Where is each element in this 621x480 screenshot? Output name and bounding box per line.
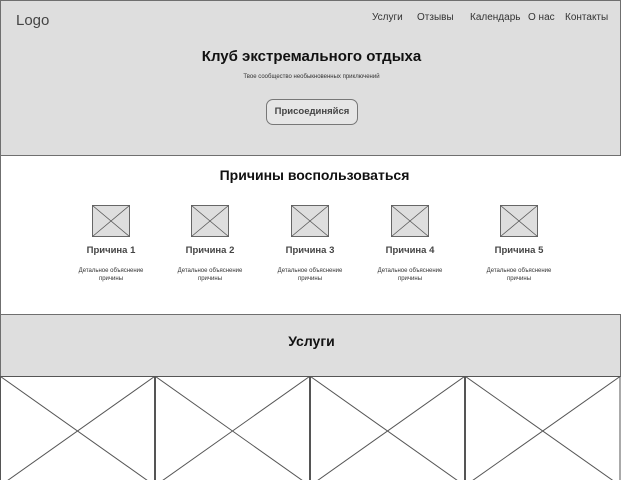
hero-section <box>0 0 621 156</box>
service-card[interactable] <box>310 376 465 480</box>
service-card[interactable] <box>155 376 310 480</box>
services-section-header <box>0 314 621 377</box>
reason-description: Детальное объяснение причины <box>277 268 343 282</box>
nav-link-contacts[interactable]: Контакты <box>565 12 609 23</box>
image-placeholder-icon <box>0 376 155 480</box>
reason-card <box>365 205 455 295</box>
nav-link-reviews[interactable]: Отзывы <box>417 12 454 23</box>
hero-title: Клуб экстремального отдыха <box>201 48 422 65</box>
reason-title: Причина 1 <box>86 245 136 256</box>
image-placeholder-icon <box>291 205 329 237</box>
reason-description: Детальное объяснение причины <box>486 268 552 282</box>
image-placeholder-icon <box>391 205 429 237</box>
reason-description: Детальное объяснение причины <box>78 268 144 282</box>
nav-link-calendar[interactable]: Календарь <box>470 12 521 23</box>
image-placeholder-icon <box>191 205 229 237</box>
image-placeholder-icon <box>465 376 621 480</box>
reasons-section <box>0 156 621 314</box>
join-button[interactable]: Присоединяйся <box>266 99 358 125</box>
reason-title: Причина 2 <box>185 245 235 256</box>
reason-card <box>66 205 156 295</box>
reason-card <box>265 205 355 295</box>
reason-card <box>165 205 255 295</box>
reasons-title: Причины воспользоваться <box>219 167 410 183</box>
hero-subtitle: Твое сообщество необыкновенных приключений <box>243 74 380 80</box>
reason-title: Причина 4 <box>385 245 435 256</box>
reason-title: Причина 5 <box>494 245 544 256</box>
logo[interactable]: Logo <box>16 12 50 29</box>
image-placeholder-icon <box>155 376 310 480</box>
reason-description: Детальное объяснение причины <box>177 268 243 282</box>
nav-link-about[interactable]: О нас <box>528 12 555 23</box>
service-card[interactable] <box>0 376 155 480</box>
services-grid <box>0 376 621 480</box>
services-title: Услуги <box>288 333 335 349</box>
nav-link-services[interactable]: Услуги <box>372 12 403 23</box>
image-placeholder-icon <box>500 205 538 237</box>
reason-description: Детальное объяснение причины <box>377 268 443 282</box>
reason-card <box>474 205 564 295</box>
image-placeholder-icon <box>310 376 465 480</box>
service-card[interactable] <box>465 376 621 480</box>
image-placeholder-icon <box>92 205 130 237</box>
reason-title: Причина 3 <box>285 245 335 256</box>
